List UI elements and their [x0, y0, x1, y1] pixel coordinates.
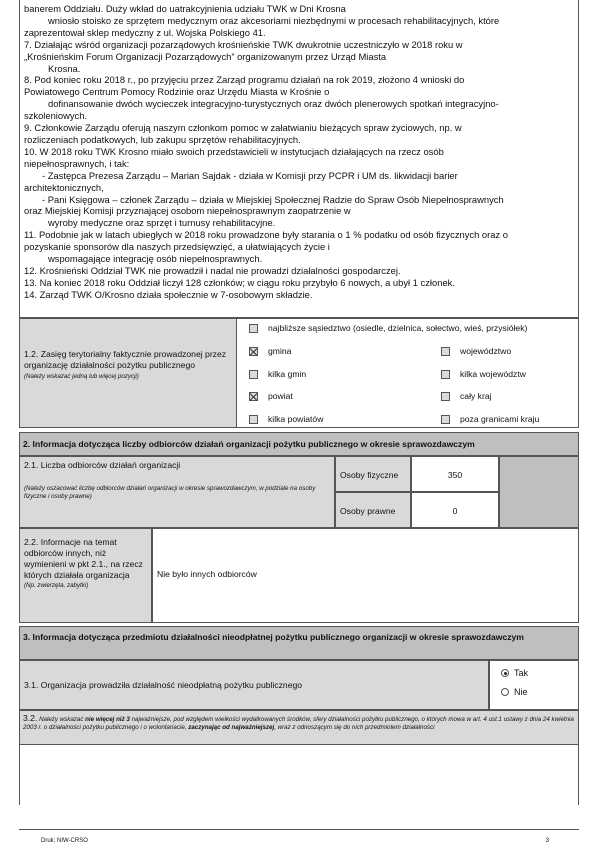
instruction-number: 3.2.: [23, 713, 38, 723]
scope-option-powiat[interactable]: [249, 391, 293, 401]
scope-option-label: cały kraj: [460, 391, 492, 401]
checkbox-icon[interactable]: [249, 370, 258, 379]
scope-option-label: kilka gmin: [268, 369, 307, 379]
recipients-count-label: 2.1. Liczba odbiorców działań organizacji: [24, 460, 181, 470]
narrative-line: niepełnosprawnych, i tak:: [24, 157, 130, 169]
narrative-line: „Krośnieńskim Forum Organizacji Pozarządowych” organizowanym przez Urząd Miasta: [24, 50, 387, 62]
answer-no-option[interactable]: [501, 687, 528, 697]
instruction-emphasis: zaczynając od najważniejszej: [188, 724, 275, 732]
page-number: 3: [545, 838, 549, 844]
radio-icon[interactable]: [501, 688, 509, 696]
checkbox-icon[interactable]: [441, 392, 450, 401]
legal-persons-label: Osoby prawne: [335, 492, 411, 528]
narrative-line: Powiatowego Centrum Pomocy Rodzinie oraz Urzędu Miasta w Krośnie o: [24, 86, 330, 98]
free-activity-answer: [489, 660, 579, 710]
narrative-line: 11. Podobnie jak w latach ubiegłych w 2018 roku prowadzone były starania o 1 % podatku od osób fizycznych oraz o: [24, 229, 508, 241]
scope-option-several-powiats[interactable]: [249, 414, 323, 424]
narrative-line: 13. Na koniec 2018 roku Oddział liczył 128 członków; w ciągu roku przybyło 6 nowych, a ubył 1 członek.: [24, 276, 455, 288]
checkbox-checked-icon[interactable]: [249, 392, 258, 401]
recipients-count-note: (Należy oszacować liczbę odbiorców działań organizacji w okresie sprawozdawczym, w podziale na osoby fizyczne i osoby prawne): [24, 485, 316, 500]
scope-option-label: najbliższe sąsiedztwo (osiedle, dzielnica, sołectwo, wieś, przysiółek): [268, 323, 528, 333]
narrative-line: 7. Działając wśród organizacji pozarządowych krośnieńskie TWK dwukrotnie uczestniczyło w 2018 roku w: [24, 38, 463, 50]
territorial-scope-label: 1.2. Zasięg terytorialny faktycznie prowadzonej przez organizację działalności pożytku publicznego: [24, 349, 227, 370]
natural-persons-label: Osoby fizyczne: [335, 456, 411, 492]
scope-option-abroad[interactable]: [441, 414, 539, 424]
checkbox-icon[interactable]: [249, 415, 258, 424]
narrative-line: dofinansowanie dwóch wycieczek integracyjno-turystycznych oraz dwóch plenerowych spotkań integracyjno-: [48, 98, 499, 110]
checkbox-checked-icon[interactable]: [249, 347, 258, 356]
scope-option-label: poza granicami kraju: [460, 414, 540, 424]
main-spheres-instruction: [19, 710, 579, 745]
narrative-line: Krosna.: [48, 62, 81, 74]
section-3-header: 3. Informacja dotycząca przedmiotu działalności nieodpłatnej pożytku publicznego organizacji w okresie sprawozdawczym: [19, 626, 579, 660]
scope-option-label: kilka powiatów: [268, 414, 324, 424]
scope-option-neighbourhood[interactable]: [249, 323, 527, 333]
other-recipients-note: (Np. zwierzęta, zabytki): [24, 582, 89, 589]
natural-persons-value[interactable]: 350: [411, 456, 499, 492]
narrative-line: wyroby medyczne oraz sprzęt i turnusy rehabilitacyjne.: [48, 217, 276, 229]
blank-filler-cell: [499, 456, 579, 528]
other-recipients-label-cell: [19, 528, 152, 623]
activity-narrative: [19, 0, 579, 318]
narrative-line: wspomagające integrację osób niepełnosprawnych.: [48, 253, 263, 265]
narrative-line: pozyskanie sponsorów dla naszych przedsięwzięć, a ułatwiających życie i: [24, 241, 330, 253]
narrative-line: 9. Członkowie Zarządu oferują naszym członkom pomoc w załatwianiu bieżących spraw życiowych, np. w: [24, 122, 462, 134]
instruction-emphasis: nie więcej niż 3: [85, 716, 130, 723]
radio-selected-icon[interactable]: [501, 669, 509, 677]
narrative-line: 12. Krośnieński Oddział TWK nie prowadził i nadal nie prowadzi działalności gospodarczej.: [24, 264, 401, 276]
checkbox-icon[interactable]: [441, 415, 450, 424]
narrative-line: oraz Miejskiej Komisji przyznającej osobom niepełnosprawnym zaopatrzenie w: [24, 205, 351, 217]
free-activity-label: 3.1. Organizacja prowadziła działalność nieodpłatną pożytku publicznego: [19, 660, 489, 710]
legal-persons-value[interactable]: 0: [411, 492, 499, 528]
narrative-line: wniosło stoisko ze sprzętem medycznym oraz akcesoriami niezbędnymi w procesach rehabilitacyjnych, które: [48, 14, 500, 26]
recipients-count-label-cell: [19, 456, 335, 528]
scope-option-label: województwo: [460, 346, 512, 356]
narrative-line: - Pani Księgowa – członek Zarządu – działa w Miejskiej Społecznej Radzie do Spraw Osób Niepełnosprawnych: [42, 193, 504, 205]
narrative-line: 8. Pod koniec roku 2018 r., po przyjęciu przez Zarząd programu działań na rok 2019, złożono 4 wnioski do: [24, 74, 465, 86]
other-recipients-answer[interactable]: Nie było innych odbiorców: [152, 528, 579, 623]
narrative-line: 10. W 2018 roku TWK Krosno miało swoich przedstawicieli w instytucjach działających na rzecz osób: [24, 145, 444, 157]
instruction-text: Należy wskazać: [39, 716, 86, 723]
narrative-line: 14. Zarząd TWK O/Krosno działa społecznie w 7-osobowym składzie.: [24, 288, 313, 300]
form-code: Druk: NIW-CRSO: [41, 838, 88, 844]
narrative-line: banerem Oddziału. Duży wkład do uatrakcyjnienia udziału TWK w Dni Krosna: [24, 3, 346, 14]
territorial-scope-note: (Należy wskazać jedną lub więcej pozycji): [24, 373, 139, 380]
scope-option-label: powiat: [268, 391, 293, 401]
page-footer: [19, 829, 579, 844]
instruction-text: , wraz z odnoszącym się do nich przedmiotem działalności: [274, 724, 435, 732]
scope-option-several-gminas[interactable]: [249, 369, 306, 379]
scope-option-label: gmina: [268, 346, 292, 356]
answer-no-label: Nie: [514, 687, 528, 697]
narrative-line: - Zastępca Prezesa Zarządu – Marian Sajdak - działa w Komisji przy PCPR i UM ds. likwidacji barier: [42, 169, 458, 181]
main-spheres-area: [19, 745, 579, 805]
answer-yes-label: Tak: [514, 668, 529, 678]
instruction-text: najważniejsze, pod względem wielkości wydatkowanych środków, sfery działalności pożytku publicznego, o których mowa w art. 4 ust.1 ustawy z dnia 24 kwietnia 2003 r. o działalności pożytku publicznego i o wolontariacie,: [23, 716, 574, 732]
scope-option-whole-country[interactable]: [441, 391, 492, 401]
section-2-header: 2. Informacja dotycząca liczby odbiorców działań organizacji pożytku publicznego w okresie sprawozdawczym: [19, 432, 579, 456]
narrative-line: architektonicznych,: [24, 181, 104, 193]
scope-option-voivodeship[interactable]: [441, 346, 511, 356]
narrative-line: szkoleniowych.: [24, 110, 88, 122]
scope-option-several-voivodeships[interactable]: [441, 369, 526, 379]
narrative-line: zaprezentował sklep medyczny z ul. Wojska Polskiego 41.: [24, 26, 266, 38]
checkbox-icon[interactable]: [441, 347, 450, 356]
territorial-scope-label-cell: [19, 318, 237, 428]
checkbox-icon[interactable]: [441, 370, 450, 379]
other-recipients-label: 2.2. Informacje na temat odbiorców innych, niż wymienieni w pkt 2.1., na rzecz których działała organizacja: [24, 537, 143, 580]
narrative-line: rozliczeniach podatkowych, lub zakupu sprzętów rehabilitacyjnych.: [24, 133, 301, 145]
scope-option-gmina[interactable]: [249, 346, 291, 356]
answer-yes-option[interactable]: [501, 668, 528, 678]
scope-option-label: kilka województw: [460, 369, 526, 379]
checkbox-icon[interactable]: [249, 324, 258, 333]
